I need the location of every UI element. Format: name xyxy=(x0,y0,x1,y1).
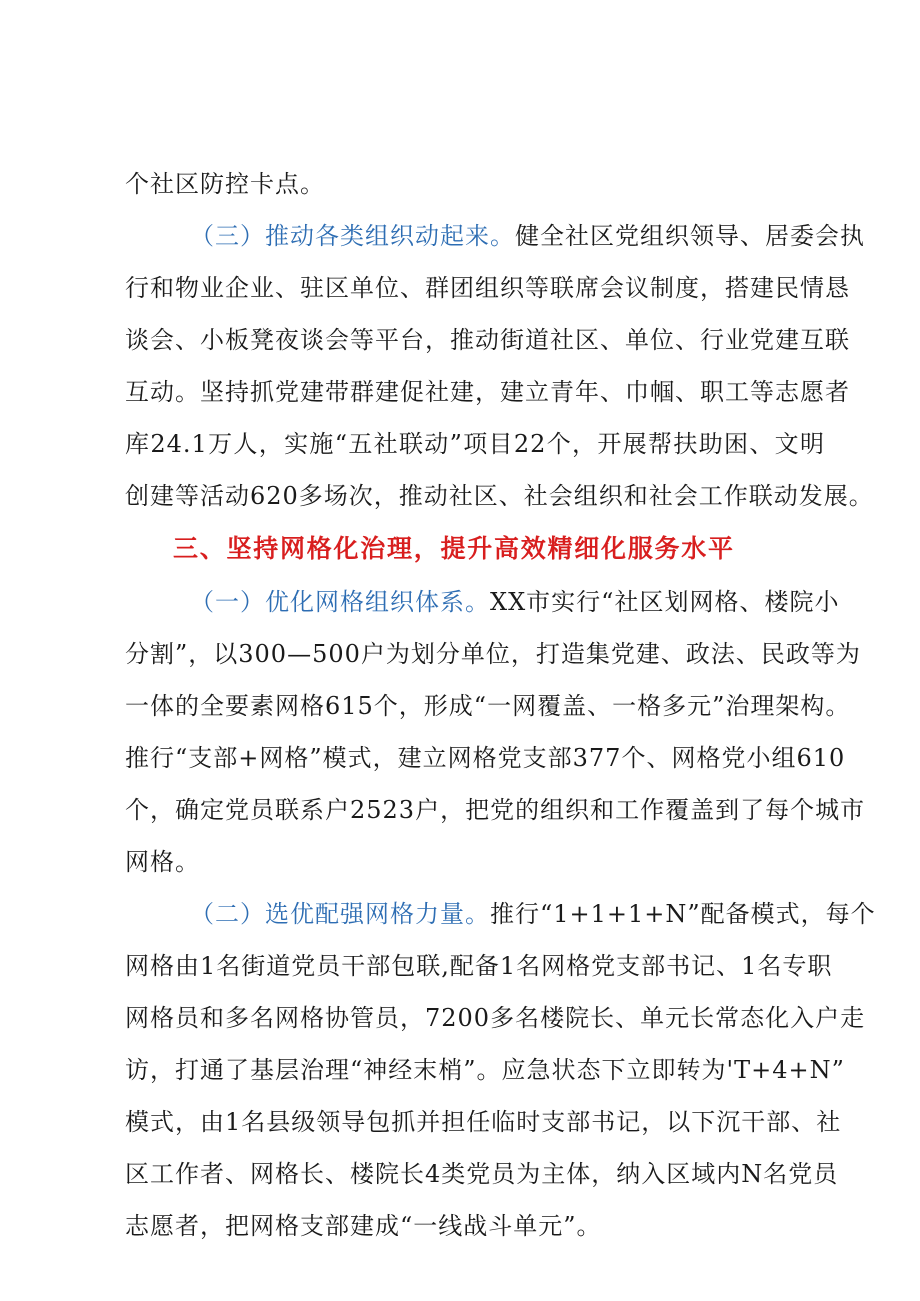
paragraph-3-line-3: 网格员和多名网格协管员，7200多名楼院长、单元长常态化入户走 xyxy=(125,1004,866,1032)
paragraph-2-line-6: 网格。 xyxy=(125,848,200,876)
paragraph-2-line-1-text: XX市实行“社区划网格、楼院小 xyxy=(490,588,840,616)
paragraph-1-line-2: 行和物业企业、驻区单位、群团组织等联席会议制度，搭建民情恳 xyxy=(125,274,850,302)
paragraph-3-line-1 xyxy=(190,898,876,930)
paragraph-1-line-5: 库24.1万人，实施“五社联动”项目22个，开展帮扶助困、文明 xyxy=(125,430,825,458)
paragraph-3-line-6: 区工作者、网格长、楼院长4类党员为主体，纳入区域内N名党员 xyxy=(125,1160,839,1188)
paragraph-3-line-5: 模式，由1名县级领导包抓并担任临时支部书记，以下沉干部、社 xyxy=(125,1108,842,1136)
paragraph-1-lead: （三）推动各类组织动起来。 xyxy=(190,222,515,250)
paragraph-2-line-2: 分割”，以300—500户为划分单位，打造集党建、政法、民政等为 xyxy=(125,640,861,668)
paragraph-3-line-7: 志愿者，把网格支部建成“一线战斗单元”。 xyxy=(125,1212,602,1240)
paragraph-2-line-1 xyxy=(190,586,840,618)
paragraph-3-line-4: 访，打通了基层治理“神经末梢”。应急状态下立即转为'T+4+N” xyxy=(125,1056,845,1084)
paragraph-1-line-4: 互动。坚持抓党建带群建促社建，建立青年、巾帼、职工等志愿者 xyxy=(125,378,850,406)
paragraph-3-lead: （二）选优配强网格力量。 xyxy=(190,900,490,928)
paragraph-2-lead: （一）优化网格组织体系。 xyxy=(190,588,490,616)
paragraph-1-line-1-text: 健全社区党组织领导、居委会执 xyxy=(515,222,865,250)
paragraph-2-line-5: 个，确定党员联系户2523户，把党的组织和工作覆盖到了每个城市 xyxy=(125,796,866,824)
paragraph-1-line-6: 创建等活动620多场次，推动社区、社会组织和社会工作联动发展。 xyxy=(125,482,874,510)
paragraph-2-line-4: 推行“支部+网格”模式，建立网格党支部377个、网格党小组610 xyxy=(125,744,846,772)
section-heading: 三、坚持网格化治理，提升高效精细化服务水平 xyxy=(173,534,733,563)
paragraph-continuation-line: 个社区防控卡点。 xyxy=(125,170,325,198)
paragraph-2-line-3: 一体的全要素网格615个，形成“一网覆盖、一格多元”治理架构。 xyxy=(125,692,851,720)
paragraph-1-line-3: 谈会、小板凳夜谈会等平台，推动街道社区、单位、行业党建互联 xyxy=(125,326,850,354)
paragraph-3-line-2: 网格由1名街道党员干部包联,配备1名网格党支部书记、1名专职 xyxy=(125,952,833,980)
paragraph-3-line-1-text: 推行“1+1+1+N”配备模式，每个 xyxy=(490,900,876,928)
paragraph-1-line-1 xyxy=(190,220,865,252)
